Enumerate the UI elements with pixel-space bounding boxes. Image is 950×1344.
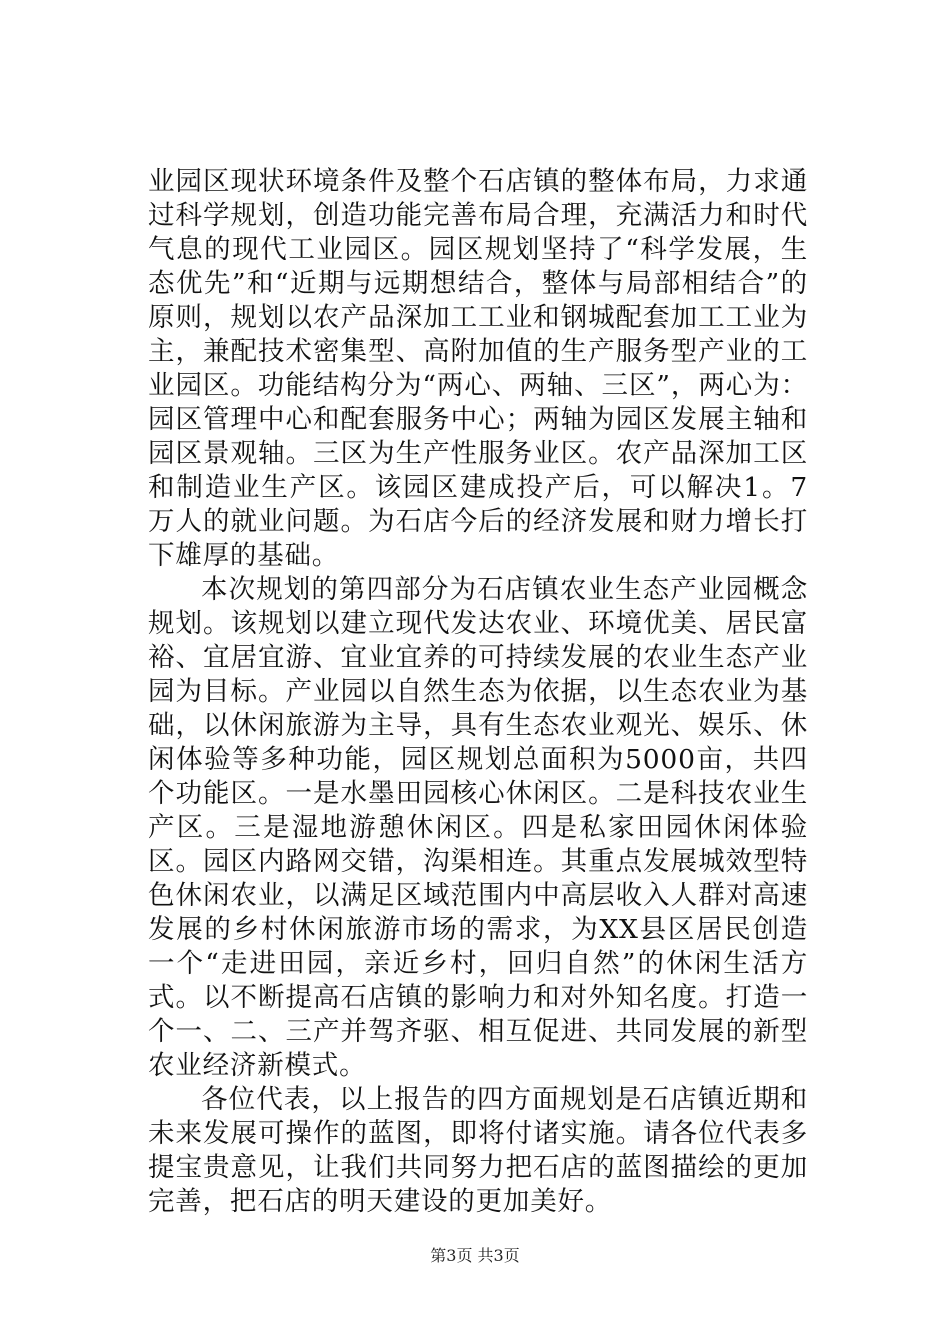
paragraph-3: 各位代表，以上报告的四方面规划是石店镇近期和未来发展可操作的蓝图，即将付诸实施。请各位代表多提宝贵意见，让我们共同努力把石店的蓝图描绘的更加完善，把石店的明天建设的更加美好。: [148, 1084, 808, 1217]
paragraph-1: 业园区现状环境条件及整个石店镇的整体布局，力求通过科学规划，创造功能完善布局合理，充满活力和时代气息的现代工业园区。园区规划坚持了“科学发展，生态优先”和“近期与远期想结合，整体与局部相结合”的原则，规划以农产品深加工工业和钢城配套加工工业为主，兼配技术密集型、高附加值的生产服务型产业的工业园区。功能结构分为“两心、两轴、三区”，两心为：园区管理中心和配套服务中心；两轴为园区发展主轴和园区景观轴。三区为生产性服务业区。农产品深加工区和制造业生产区。该园区建成投产后，可以解决1。7万人的就业问题。为石店今后的经济发展和财力增长打下雄厚的基础。: [148, 166, 808, 571]
page-number-footer: 第3页 共3页: [430, 1246, 520, 1265]
document-body: [148, 165, 808, 1219]
paragraph-2: 本次规划的第四部分为石店镇农业生态产业园概念规划。该规划以建立现代发达农业、环境优美、居民富裕、宜居宜游、宜业宜养的可持续发展的农业生态产业园为目标。产业园以自然生态为依据，以生态农业为基础，以休闲旅游为主导，具有生态农业观光、娱乐、休闲体验等多种功能，园区规划总面积为5000亩，共四个功能区。一是水墨田园核心休闲区。二是科技农业生产区。三是湿地游憩休闲区。四是私家田园休闲体验区。园区内路网交错，沟渠相连。其重点发展城效型特色休闲农业，以满足区域范围内中高层收入人群对高速发展的乡村休闲旅游市场的需求，为XX县区居民创造一个“走进田园，亲近乡村，回归自然”的休闲生活方式。以不断提高石店镇的影响力和对外知名度。打造一个一、二、三产并驾齐驱、相互促进、共同发展的新型农业经济新模式。: [148, 574, 808, 1081]
